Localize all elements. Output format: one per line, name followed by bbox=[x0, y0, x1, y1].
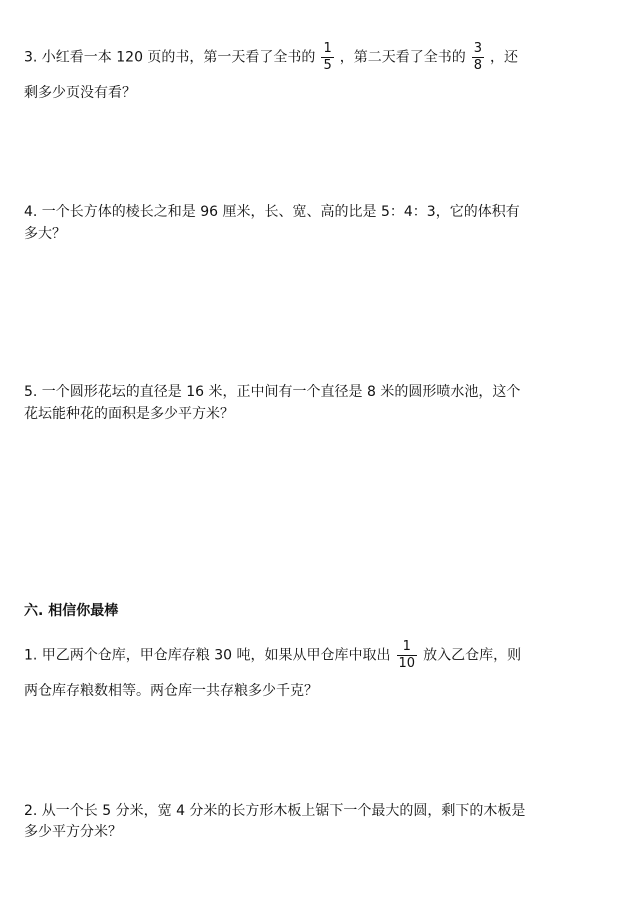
q3-fraction-1-numerator: 1 bbox=[323, 41, 332, 56]
s6q2-line-2: 多少平方分米？ bbox=[24, 824, 122, 840]
q4-line-1: 4. 一个长方体的棱长之和是 96 厘米，长、宽、高的比是 5：4：3，它的体积有 bbox=[24, 204, 520, 220]
s6q2-line-1: 2. 从一个长 5 分米，宽 4 分米的长方形木板上锯下一个最大的圆，剩下的木板是 bbox=[24, 803, 526, 819]
q3-fraction-2 bbox=[472, 42, 484, 73]
q4-line-2: 多大？ bbox=[24, 226, 66, 242]
q3-fraction-2-numerator: 3 bbox=[473, 41, 482, 56]
q3-text-part1: 3. 小红看一本 120 页的书，第一天看了全书的 bbox=[24, 49, 316, 66]
q3-text-part2: ，第二天看了全书的 bbox=[339, 49, 466, 66]
q5-line-1: 5. 一个圆形花坛的直径是 16 米，正中间有一个直径是 8 米的圆形喷水池，这个 bbox=[24, 384, 521, 400]
q3-line-2: 剩多少页没有看？ bbox=[24, 85, 136, 101]
s6q1-line-2: 两仓库存粮数相等。两仓库一共存粮多少千克？ bbox=[24, 683, 318, 699]
s6q1-fraction-numerator: 1 bbox=[402, 639, 411, 654]
s6q1-text-part2: 放入乙仓库，则 bbox=[423, 647, 522, 664]
q3-fraction-1 bbox=[321, 42, 333, 73]
s6q1-line-1 bbox=[24, 640, 521, 671]
q3-text-part3: ，还 bbox=[490, 49, 518, 66]
s6q1-fraction-denominator: 10 bbox=[398, 656, 416, 671]
q3-fraction-2-denominator: 8 bbox=[473, 58, 482, 73]
s6q1-fraction bbox=[397, 640, 418, 671]
s6q1-text-part1: 1. 甲乙两个仓库，甲仓库存粮 30 吨，如果从甲仓库中取出 bbox=[24, 647, 391, 664]
section-6-title: 六. 相信你最棒 bbox=[24, 603, 119, 619]
q5-line-2: 花坛能种花的面积是多少平方米？ bbox=[24, 406, 234, 422]
q3-line-1 bbox=[24, 42, 518, 73]
q3-fraction-1-denominator: 5 bbox=[323, 58, 332, 73]
